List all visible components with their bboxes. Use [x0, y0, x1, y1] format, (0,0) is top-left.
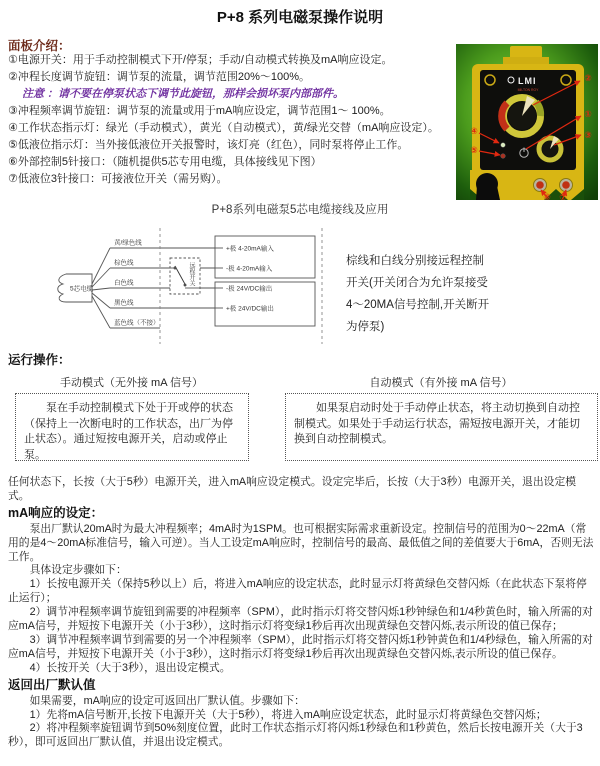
section-heading-panel-intro: 面板介绍： [8, 39, 71, 53]
wiring-note-line: 为停泵) [346, 321, 385, 333]
sub-brand-text: MILTON ROY [517, 88, 539, 92]
list-item: ①电源开关：用于手动控制模式下开/停泵；手动/自动模式转换及mA响应设定。 [8, 54, 393, 66]
auto-mode-title: 自动模式（有外接 mA 信号） [369, 377, 513, 389]
wire-label: 黑色线 [114, 299, 134, 307]
callout-number: ③ [584, 130, 592, 140]
section-heading-ma-setting: mA响应的设定： [8, 505, 104, 520]
factory-reset-intro: 如果需要，mA响应的设定可返回出厂默认值。步骤如下： [29, 694, 305, 707]
wire-label: 蓝色线（不接） [114, 319, 160, 327]
factory-reset-step: 1）先将mA信号断开,长按下电源开关（大于5秒），将进入mA响应设定状态，此时显示灯将黄绿色交替闪烁； [29, 708, 547, 721]
wiring-note-line: 4～20MA信号控制,开关断开 [346, 299, 490, 311]
callout-number: ④ [470, 126, 478, 136]
factory-reset-step: 2）将冲程频率旋钮调节到50%刻度位置，此时工作状态指示灯将闪烁1秒绿色和1秒黄色，然后长按电源开关（大于3秒），即可返回出厂默认值，并退出设定模式。 [8, 722, 583, 749]
ma-setting-steps-lead: 具体设定步骤如下： [29, 564, 127, 577]
wiring-note [346, 250, 546, 338]
wire-label: 棕色线 [114, 259, 134, 267]
any-state-paragraph: 任何状态下，长按（大于5秒）电源开关，进入mA响应设定模式。设定完毕后，长按（大于3秒）电源开关，退出设定模式。 [8, 476, 577, 502]
list-item: ④工作状态指示灯：绿光（手动模式），黄光（自动模式），黄/绿光交替（mA响应设定）。 [8, 122, 439, 134]
callout-number: ⑥ [543, 192, 551, 200]
list-item: ⑤低液位指示灯：当外接低液位开关报警时，该灯亮（红色），同时泵将停止工作。 [8, 139, 409, 151]
cable-label: 5芯电缆 [70, 285, 94, 293]
low-level-port-center [562, 181, 570, 189]
ma-setting-step: 2）调节冲程频率调节旋钮到需要的冲程频率（SPM），此时指示灯将交替闪烁1秒钟绿色和1/4秒黄色时，输入所需的对应mA信号，并短按下电源开关（小于3秒），这时指示灯将变绿1秒后再次出现黄绿色交替闪烁,表示所设的值已保存； [8, 606, 593, 633]
callout-number: ① [584, 109, 592, 119]
wiring-diagram [30, 222, 340, 350]
low-level-indicator-light [501, 154, 506, 159]
terminal-label: +极 4-20mA输入 [226, 245, 274, 253]
section-heading-operation: 运行操作： [8, 353, 71, 367]
body-text-flow [8, 476, 597, 750]
caution-note: 注意 ：请不要在停泵状态下调节此旋钮，那样会损坏泵内部部件。 [22, 88, 345, 100]
wire-label: 黄/绿色线 [114, 239, 142, 247]
ma-setting-step: 3）调节冲程频率调节到需要的另一个冲程频率（SPM），此时指示灯将交替闪烁1秒钟黄色和1/4秒绿色，输入所需的对应mA信号，并短按下电源开关（小于3秒），这时指示灯将变绿1秒后再次出现黄绿色交替闪烁,表示所设的值已保存。 [8, 633, 593, 660]
external-control-port-center [536, 181, 544, 189]
callout-number: ⑤ [470, 145, 478, 155]
list-item: ⑦低液位3针接口：可接液位开关（需另购）。 [8, 173, 228, 185]
power-cable-end [476, 186, 500, 200]
status-indicator-light [501, 143, 506, 148]
list-item: ③冲程频率调节旋钮：调节泵的流量或用于mA响应设定，调节范围1～ 100%。 [8, 105, 391, 117]
page-title: P+8 系列电磁泵操作说明 [216, 9, 384, 26]
manual-mode-box: 泵在手动控制模式下处于开或停的状态（保持上一次断电时的工作状态，出厂为停止状态）。通过短按电源开关，启动或停止泵。 [15, 393, 249, 461]
terminal-label: +极 24V/DC输出 [226, 305, 274, 313]
wiring-diagram-title: P+8系列电磁泵5芯电缆接线及应用 [211, 204, 389, 216]
callout-number: ② [584, 73, 592, 83]
wiring-note-line: 开关(开关闭合为允许泵接受 [346, 277, 488, 289]
section-heading-factory-reset: 返回出厂默认值 [8, 677, 96, 692]
manual-mode-title: 手动模式（无外接 mA 信号） [59, 377, 203, 389]
wire-label: 白色线 [114, 279, 134, 287]
ma-setting-step: 4）长按开关（大于3秒），退出设定模式。 [29, 661, 231, 674]
list-item: ②冲程长度调节旋钮：调节泵的流量，调节范围20%～100%。 [8, 71, 311, 83]
terminal-label: -极 4-20mA输入 [226, 265, 273, 273]
ma-setting-intro: 泵出厂默认20mA时为最大冲程频率；4mA时为1SPM。也可根据实际需求重新设定。控制信号的范围为0～22mA（常用的是4～20mA标准信号，输入可逆）。当人工设定mA响应时，控制信号的最高、最低值之间的差值要大于6mA，否则无法工作。 [8, 522, 594, 563]
ma-setting-step: 1）长按电源开关（保持5秒以上）后，将进入mA响应的设定状态，此时显示灯将黄绿色交替闪烁（在此状态下泵将停止运行）； [8, 578, 587, 605]
terminal-label: -极 24V/DC输出 [226, 285, 273, 293]
auto-mode-box: 如果泵启动时处于手动停止状态，将主动切换到自动控制模式。如果处于手动运行状态，需短按电源开关，才能切换到自动控制模式。 [285, 393, 598, 461]
remote-switch-box [170, 258, 200, 294]
wiring-note-line: 棕线和白线分别接远程控制 [346, 255, 484, 267]
pump-photo [456, 44, 598, 200]
brand-text: LMI [518, 76, 537, 86]
remote-switch-label: 远程开关 [188, 262, 194, 286]
panel-intro-list [8, 52, 454, 188]
list-item: ⑥外部控制5针接口：（随机提供5芯专用电缆，具体接线见下图） [8, 156, 322, 168]
callout-number: ⑦ [559, 192, 567, 200]
